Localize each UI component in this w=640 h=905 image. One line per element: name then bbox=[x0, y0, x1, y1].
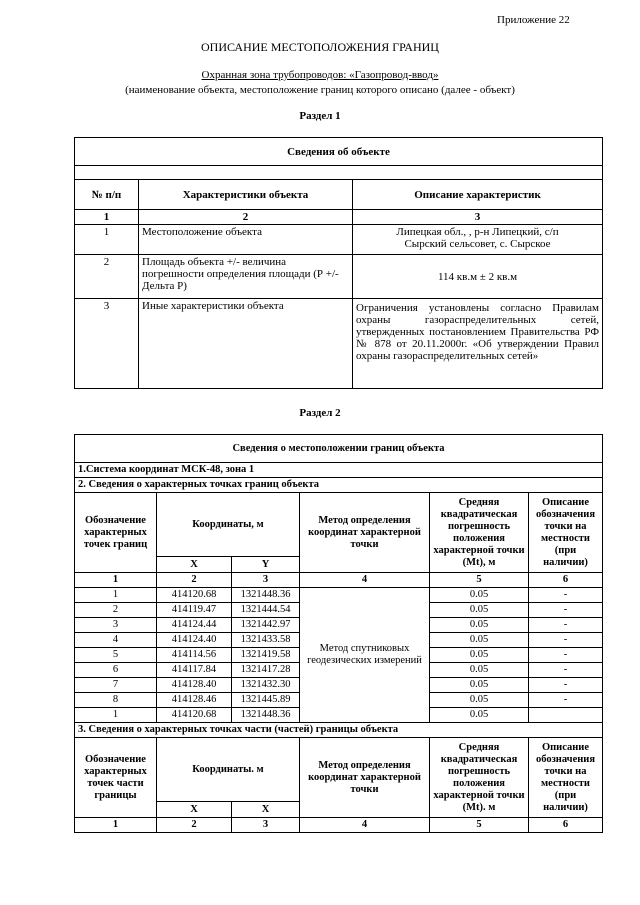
point-description: - bbox=[529, 678, 603, 693]
location-line: Сырский сельсовет, с. Сырское bbox=[404, 238, 551, 250]
column-number: 2 bbox=[157, 818, 232, 833]
point-description bbox=[529, 708, 603, 723]
row-number: 1 bbox=[75, 225, 139, 255]
point-id: 1 bbox=[75, 708, 157, 723]
location-line: Липецкая обл., , р-н Липецкий, с/п bbox=[396, 226, 559, 238]
column-number: 2 bbox=[139, 210, 353, 225]
row-number: 3 bbox=[75, 299, 139, 389]
point-error: 0.05 bbox=[430, 663, 529, 678]
parts-header-designation: Обозначение характерных точек части границы bbox=[75, 738, 157, 818]
column-number: 1 bbox=[75, 210, 139, 225]
header-characteristics: Характеристики объекта bbox=[139, 180, 353, 210]
header-y: Y bbox=[232, 557, 300, 573]
point-description: - bbox=[529, 603, 603, 618]
header-error: Средняя квадратическая погрешность положения характерной точки (Mt), м bbox=[430, 493, 529, 573]
point-y: 1321444.54 bbox=[232, 603, 300, 618]
column-number: 3 bbox=[232, 573, 300, 588]
section-1-heading: Раздел 1 bbox=[299, 110, 341, 122]
point-x: 414128.40 bbox=[157, 678, 232, 693]
blank-row bbox=[75, 166, 603, 180]
point-error: 0.05 bbox=[430, 648, 529, 663]
point-x: 414128.46 bbox=[157, 693, 232, 708]
appendix-label: Приложение 22 bbox=[497, 14, 570, 26]
parts-header-point-description: Описание обозначения точки на местности (при наличии) bbox=[529, 738, 603, 818]
point-error: 0.05 bbox=[430, 603, 529, 618]
point-error: 0.05 bbox=[430, 693, 529, 708]
parts-header-method: Метод определения координат характерной точки bbox=[300, 738, 430, 818]
point-description: - bbox=[529, 648, 603, 663]
coordinate-system: 1.Система координат МСК-48, зона 1 bbox=[75, 463, 603, 478]
row-characteristic: Местоположение объекта bbox=[139, 225, 353, 255]
point-x: 414120.68 bbox=[157, 708, 232, 723]
point-error: 0.05 bbox=[430, 633, 529, 648]
header-designation: Обозначение характерных точек границ bbox=[75, 493, 157, 573]
point-id: 1 bbox=[75, 588, 157, 603]
header-method: Метод определения координат характерной точки bbox=[300, 493, 430, 573]
boundary-title: Сведения о местоположении границ объекта bbox=[75, 435, 603, 463]
object-name: Охранная зона трубопроводов: «Газопровод-ввод» bbox=[201, 69, 439, 81]
point-id: 8 bbox=[75, 693, 157, 708]
row-characteristic: Иные характеристики объекта bbox=[139, 299, 353, 389]
point-y: 1321433.58 bbox=[232, 633, 300, 648]
point-description: - bbox=[529, 663, 603, 678]
point-y: 1321419.58 bbox=[232, 648, 300, 663]
point-x: 414117.84 bbox=[157, 663, 232, 678]
column-number: 5 bbox=[430, 818, 529, 833]
point-error: 0.05 bbox=[430, 678, 529, 693]
column-number: 5 bbox=[430, 573, 529, 588]
parts-title: 3. Сведения о характерных точках части (частей) границы объекта bbox=[75, 723, 603, 738]
point-description: - bbox=[529, 693, 603, 708]
point-method: Метод спутниковых геодезических измерений bbox=[300, 588, 430, 723]
header-point-description: Описание обозначения точки на местности (при наличии) bbox=[529, 493, 603, 573]
header-coordinates: Координаты, м bbox=[157, 493, 300, 557]
column-number: 1 bbox=[75, 573, 157, 588]
header-number: № п/п bbox=[75, 180, 139, 210]
column-number: 6 bbox=[529, 818, 603, 833]
point-id: 5 bbox=[75, 648, 157, 663]
point-y: 1321442.97 bbox=[232, 618, 300, 633]
column-number: 4 bbox=[300, 573, 430, 588]
row-description bbox=[353, 225, 603, 255]
point-x: 414119.47 bbox=[157, 603, 232, 618]
object-info-title: Сведения об объекте bbox=[75, 138, 603, 166]
point-x: 414114.56 bbox=[157, 648, 232, 663]
point-y: 1321448.36 bbox=[232, 708, 300, 723]
point-error: 0.05 bbox=[430, 618, 529, 633]
column-number: 4 bbox=[300, 818, 430, 833]
point-id: 3 bbox=[75, 618, 157, 633]
row-characteristic: Площадь объекта +/- величина погрешности определения площади (Р +/- Дельта Р) bbox=[139, 255, 353, 299]
column-number: 3 bbox=[232, 818, 300, 833]
document-title: ОПИСАНИЕ МЕСТОПОЛОЖЕНИЯ ГРАНИЦ bbox=[201, 40, 439, 54]
row-number: 2 bbox=[75, 255, 139, 299]
point-y: 1321417.28 bbox=[232, 663, 300, 678]
parts-header-coordinates: Координаты. м bbox=[157, 738, 300, 802]
point-x: 414124.40 bbox=[157, 633, 232, 648]
column-number: 3 bbox=[353, 210, 603, 225]
point-id: 6 bbox=[75, 663, 157, 678]
point-y: 1321445.89 bbox=[232, 693, 300, 708]
point-id: 4 bbox=[75, 633, 157, 648]
object-name-caption: (наименование объекта, местоположение границ которого описано (далее - объект) bbox=[125, 84, 515, 96]
parts-header-x2: X bbox=[232, 802, 300, 818]
point-error: 0.05 bbox=[430, 588, 529, 603]
row-description: 114 кв.м ± 2 кв.м bbox=[353, 255, 603, 299]
header-x: X bbox=[157, 557, 232, 573]
boundary-table bbox=[74, 434, 603, 833]
point-row bbox=[75, 588, 603, 603]
points-title: 2. Сведения о характерных точках границ объекта bbox=[75, 478, 603, 493]
object-info-table bbox=[74, 137, 603, 389]
column-number: 1 bbox=[75, 818, 157, 833]
column-number: 2 bbox=[157, 573, 232, 588]
point-description: - bbox=[529, 588, 603, 603]
point-y: 1321448.36 bbox=[232, 588, 300, 603]
column-number: 6 bbox=[529, 573, 603, 588]
parts-header-error: Средняя квадратическая погрешность положения характерной точки (Mt). м bbox=[430, 738, 529, 818]
point-x: 414124.44 bbox=[157, 618, 232, 633]
point-description: - bbox=[529, 618, 603, 633]
point-description: - bbox=[529, 633, 603, 648]
point-y: 1321432.30 bbox=[232, 678, 300, 693]
point-id: 2 bbox=[75, 603, 157, 618]
point-error: 0.05 bbox=[430, 708, 529, 723]
parts-header-x: X bbox=[157, 802, 232, 818]
header-description: Описание характеристик bbox=[353, 180, 603, 210]
point-x: 414120.68 bbox=[157, 588, 232, 603]
section-2-heading: Раздел 2 bbox=[299, 407, 341, 419]
point-id: 7 bbox=[75, 678, 157, 693]
row-description: Ограничения установлены согласно Правилам охраны газораспределительных сетей, утвержденных постановлением Правительства РФ № 878 от 20.11.2000г. «Об утверждении Правил охраны газораспределительных сетей» bbox=[353, 299, 603, 389]
